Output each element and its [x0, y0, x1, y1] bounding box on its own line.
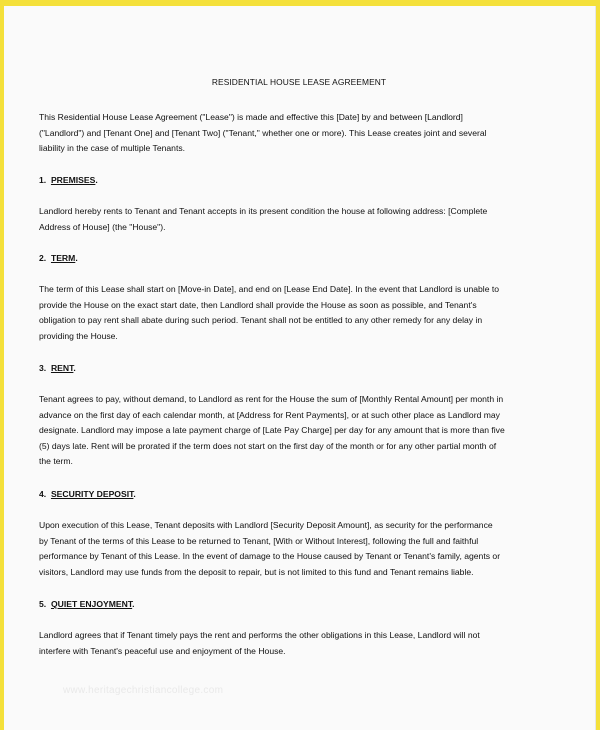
- section-number: 4.: [39, 489, 47, 499]
- body-line: Address of House] (the "House").: [39, 221, 166, 232]
- intro-line: ("Landlord") and [Tenant One] and [Tenant Two] ("Tenant," whether one or more). This Lease creates joint and several: [39, 127, 487, 138]
- body-line: obligation to pay rent shall abate during such period. Tenant shall not be entitled to any other remedy for any delay in: [39, 315, 483, 326]
- intro-paragraph: [39, 110, 559, 157]
- body-line: advance on the first day of each calendar month, at [Address for Rent Payments], or at such other place as Landlord may: [39, 409, 500, 420]
- section-body-rent: [39, 392, 559, 470]
- section-title: SECURITY DEPOSIT: [50, 489, 134, 499]
- section-number: 5.: [39, 599, 47, 609]
- body-line: Upon execution of this Lease, Tenant deposits with Landlord [Security Deposit Amount], as security for the performance: [39, 520, 493, 530]
- body-line: performance by Tenant of this Lease. In the event of damage to the House caused by Tenant or Tenant's family, agents or: [39, 551, 501, 562]
- body-line: interfere with Tenant's peaceful use and enjoyment of the House.: [39, 645, 286, 656]
- intro-line: liability in the case of multiple Tenants.: [39, 143, 186, 154]
- body-line: visitors, Landlord may use funds from the deposit to repair, but is not limited to this fund and Tenant remains liable.: [39, 566, 474, 577]
- section-number: 3.: [39, 363, 47, 373]
- body-line: Landlord agrees that if Tenant timely pays the rent and performs the other obligations in this Lease, Landlord will not: [39, 630, 480, 640]
- section-heading-premises: 1. PREMISES.: [39, 175, 98, 185]
- section-heading-security-deposit: 4. SECURITY DEPOSIT.: [39, 489, 136, 499]
- section-heading-quiet-enjoyment: 5. QUIET ENJOYMENT.: [39, 599, 135, 609]
- body-line: designate. Landlord may impose a late payment charge of [Late Pay Charge] per day for any amount that is more than five: [39, 425, 505, 436]
- body-line: providing the House.: [39, 330, 118, 341]
- document-page: [4, 6, 596, 730]
- section-title: PREMISES: [50, 175, 96, 185]
- section-title: TERM: [50, 253, 76, 263]
- section-number: 1.: [39, 175, 47, 185]
- watermark-text: www.heritagechristiancollege.com: [63, 685, 224, 696]
- section-heading-rent: 3. RENT.: [39, 363, 76, 373]
- body-line: the term.: [39, 456, 73, 467]
- body-line: by Tenant of the terms of this Lease to be returned to Tenant, [With or Without Interest], following the full and faithful: [39, 535, 479, 546]
- section-number: 2.: [39, 253, 47, 263]
- section-body-premises: [39, 204, 559, 235]
- section-title: RENT: [50, 363, 74, 373]
- body-line: provide the House on the exact start date, then Landlord shall provide the House as soon as possible, and Tenant's: [39, 299, 477, 310]
- body-line: Tenant agrees to pay, without demand, to Landlord as rent for the House the sum of [Monthly Rental Amount] per month in: [39, 394, 504, 404]
- intro-line: This Residential House Lease Agreement ("Lease") is made and effective this [Date] by and between [Landlord]: [39, 112, 463, 122]
- body-line: The term of this Lease shall start on [Move-in Date], and end on [Lease End Date]. In the event that Landlord is unable to: [39, 284, 500, 294]
- section-title: QUIET ENJOYMENT: [50, 599, 133, 609]
- section-body-quiet-enjoyment: [39, 628, 559, 659]
- section-body-security-deposit: [39, 518, 559, 580]
- section-body-term: [39, 282, 559, 344]
- body-line: (5) days late. Rent will be prorated if the term does not start on the first day of the month or for any other partial month of: [39, 440, 497, 451]
- body-line: Landlord hereby rents to Tenant and Tenant accepts in its present condition the house at following address: [Complete: [39, 206, 488, 216]
- document-title: RESIDENTIAL HOUSE LEASE AGREEMENT: [211, 77, 387, 87]
- section-heading-term: 2. TERM.: [39, 253, 78, 263]
